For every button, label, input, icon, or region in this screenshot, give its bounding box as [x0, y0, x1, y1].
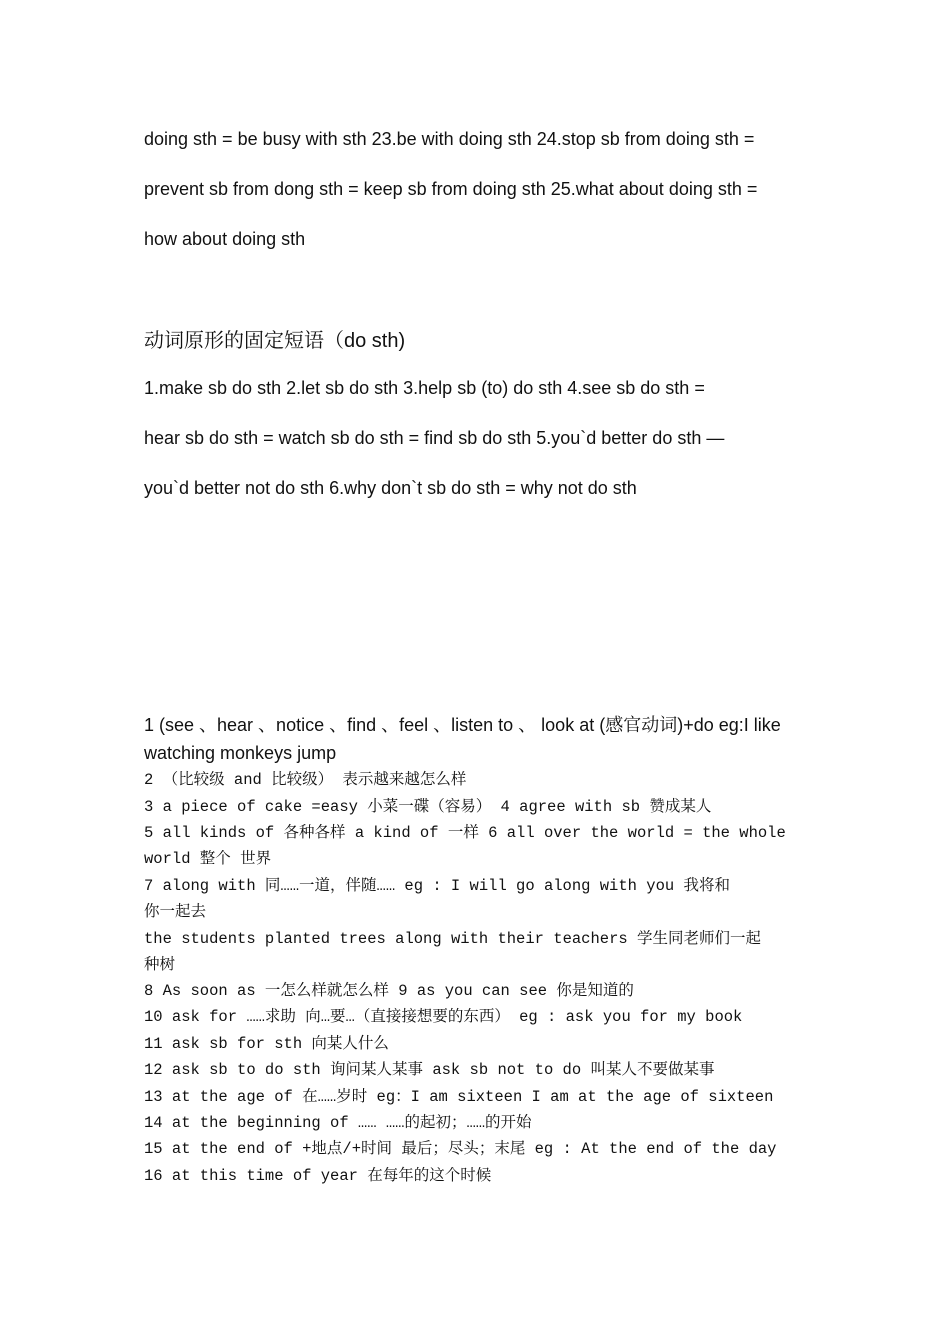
list-item: 7 along with 同……一道，伴随…… eg : I will go along with you 我将和 — [144, 877, 730, 895]
text-line: doing sth = be busy with sth 23.be with doing sth 24.stop sb from doing sth = — [144, 129, 755, 149]
list-item: 14 at the beginning of …… ……的起初；……的开始 — [144, 1114, 532, 1132]
text-line: you`d better not do sth 6.why don`t sb do sth = why not do sth — [144, 478, 637, 498]
section-heading: 动词原形的固定短语（do sth) — [144, 330, 406, 352]
intro-paragraph: 1 (see 、hear 、notice 、find 、feel 、listen to 、 look at (感官动词)+do eg:I like watching monkeys jump — [144, 715, 781, 763]
list-item: the students planted trees along with their teachers 学生同老师们一起 — [144, 930, 761, 948]
list-item: 16 at this time of year 在每年的这个时候 — [144, 1167, 492, 1185]
list-item: 10 ask for ……求助 向…要…（直接接想要的东西） eg : ask you for my book — [144, 1008, 743, 1026]
text-line: 1.make sb do sth 2.let sb do sth 3.help sb (to) do sth 4.see sb do sth = — [144, 378, 705, 398]
list-item: 3 a piece of cake =easy 小菜一碟（容易） 4 agree with sb 赞成某人 — [144, 798, 712, 816]
text-line: prevent sb from dong sth = keep sb from doing sth 25.what about doing sth = — [144, 179, 758, 199]
list-item: 种树 — [144, 956, 176, 974]
list-item: 11 ask sb for sth 向某人什么 — [144, 1035, 389, 1053]
list-item: 2 （比较级 and 比较级） 表示越来越怎么样 — [144, 771, 467, 789]
list-item: 12 ask sb to do sth 询问某人某事 ask sb not to do 叫某人不要做某事 — [144, 1061, 715, 1079]
list-item: 13 at the age of 在……岁时 eg：I am sixteen I am at the age of sixteen — [144, 1088, 774, 1106]
list-item: 15 at the end of +地点/+时间 最后；尽头；末尾 eg : At the end of the day — [144, 1140, 777, 1158]
list-item: 你一起去 — [144, 903, 207, 921]
text-line: hear sb do sth = watch sb do sth = find sb do sth 5.you`d better do sth — — [144, 428, 725, 448]
list-item: 8 As soon as 一怎么样就怎么样 9 as you can see 你是知道的 — [144, 982, 634, 1000]
text-line: how about doing sth — [144, 229, 306, 249]
list-item: 5 all kinds of 各种各样 a kind of 一样 6 all over the world = the whole — [144, 824, 786, 842]
list-item: world 整个 世界 — [144, 850, 272, 868]
